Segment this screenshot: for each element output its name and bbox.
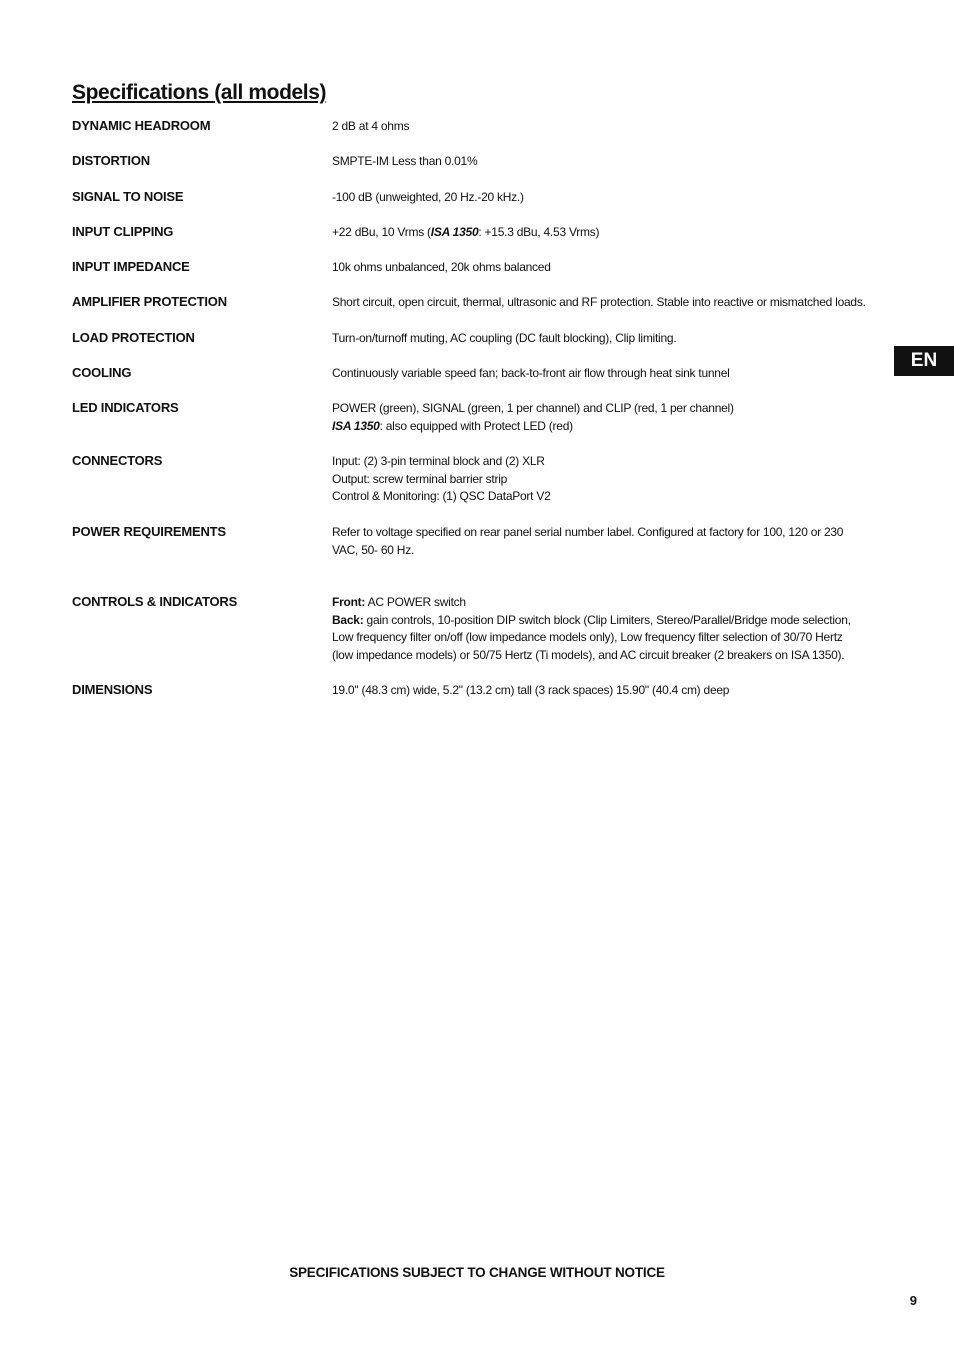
value-text: : also equipped with Protect LED (red) [379, 418, 573, 433]
model-name: ISA 1350 [430, 225, 479, 239]
spec-label-distortion: DISTORTION [72, 153, 150, 168]
spec-value-line [332, 418, 892, 436]
value-text: : +15.3 dBu, 4.53 Vrms) [478, 225, 600, 239]
front-label: Front: [332, 595, 366, 609]
spec-value-line: VAC, 50- 60 Hz. [332, 542, 415, 557]
spec-value-led-indicators [332, 400, 892, 435]
spec-value-load-protection [332, 330, 892, 348]
spec-label-load-protection: LOAD PROTECTION [72, 330, 195, 345]
spec-value-signal-to-noise [332, 189, 892, 207]
spec-value-power-requirements [332, 524, 892, 559]
model-name: ISA 1350 [332, 418, 380, 433]
spec-label-power-requirements: POWER REQUIREMENTS [72, 524, 226, 539]
spec-value-line: Input: (2) 3-pin terminal block and (2) XLR [332, 454, 545, 468]
spec-value-line: 2 dB at 4 ohms [332, 119, 410, 133]
spec-label-amplifier-protection: AMPLIFIER PROTECTION [72, 294, 227, 309]
spec-value-line: Continuously variable speed fan; back-to-front air flow through heat sink tunnel [332, 366, 730, 380]
spec-value-dynamic-headroom [332, 118, 892, 136]
spec-value-line: Short circuit, open circuit, thermal, ultrasonic and RF protection. Stable into reactive or mismatched loads. [332, 295, 866, 309]
spec-value-line: Low frequency filter on/off (low impedance models only), Low frequency filter selection of 30/70 Hertz [332, 630, 843, 644]
value-text: +22 dBu, 10 Vrms ( [332, 225, 431, 239]
spec-label-dynamic-headroom: DYNAMIC HEADROOM [72, 118, 211, 133]
value-text: gain controls, 10-position DIP switch block (Clip Limiters, Stereo/Parallel/Bridge mode selection, [363, 612, 851, 627]
spec-value-line [332, 594, 892, 612]
spec-label-connectors: CONNECTORS [72, 453, 163, 468]
spec-value-controls-indicators [332, 594, 892, 664]
page-title: Specifications (all models) [72, 81, 327, 104]
spec-label-input-impedance: INPUT IMPEDANCE [72, 259, 190, 274]
page-number: 9 [909, 1293, 917, 1308]
spec-value-line [332, 612, 892, 630]
spec-value-input-clipping [332, 224, 892, 242]
spec-value-cooling [332, 365, 892, 383]
spec-value-connectors [332, 453, 892, 506]
spec-value-line: Turn-on/turnoff muting, AC coupling (DC fault blocking), Clip limiting. [332, 331, 677, 345]
back-label: Back: [332, 612, 364, 627]
spec-value-line: (low impedance models) or 50/75 Hertz (Ti models), and AC circuit breaker (2 breakers on ISA 1350). [332, 647, 845, 662]
footer-notice: SPECIFICATIONS SUBJECT TO CHANGE WITHOUT NOTICE [289, 1265, 665, 1280]
spec-value-line: Output: screw terminal barrier strip [332, 471, 508, 486]
value-text: AC POWER switch [365, 595, 466, 609]
spec-value-line: Control & Monitoring: (1) QSC DataPort V2 [332, 489, 551, 503]
spec-value-distortion [332, 153, 892, 171]
spec-label-dimensions: DIMENSIONS [72, 682, 153, 697]
spec-value-line: -100 dB (unweighted, 20 Hz.-20 kHz.) [332, 190, 524, 204]
spec-value-line: 10k ohms unbalanced, 20k ohms balanced [332, 260, 551, 274]
spec-label-led-indicators: LED INDICATORS [72, 400, 179, 415]
spec-value-line: Refer to voltage specified on rear panel serial number label. Configured at factory for 100, 120 or 230 [332, 525, 844, 539]
spec-value-line [332, 224, 892, 242]
spec-label-controls-indicators: CONTROLS & INDICATORS [72, 594, 238, 609]
spec-label-signal-to-noise: SIGNAL TO NOISE [72, 189, 184, 204]
language-tab: EN [894, 346, 954, 376]
spec-value-input-impedance [332, 259, 892, 277]
spec-label-input-clipping: INPUT CLIPPING [72, 224, 174, 239]
spec-value-amplifier-protection [332, 294, 892, 312]
spec-value-line: SMPTE-IM Less than 0.01% [332, 154, 478, 168]
spec-value-line: POWER (green), SIGNAL (green, 1 per channel) and CLIP (red, 1 per channel) [332, 401, 734, 415]
spec-value-line: 19.0" (48.3 cm) wide, 5.2" (13.2 cm) tall (3 rack spaces) 15.90" (40.4 cm) deep [332, 683, 730, 697]
spec-value-dimensions [332, 682, 892, 700]
spec-label-cooling: COOLING [72, 365, 132, 380]
